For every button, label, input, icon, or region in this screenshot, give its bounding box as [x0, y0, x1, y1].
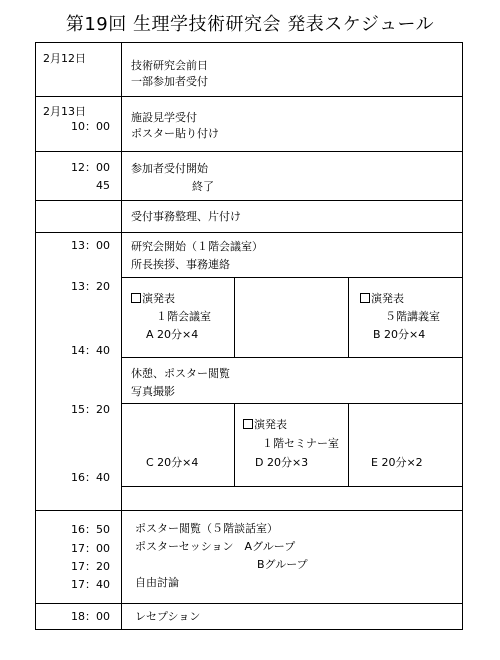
- page-title: 第19回 生理学技術研究会 発表スケジュール: [65, 14, 435, 35]
- schedule-item: ポスターセッション Aグループ: [135, 540, 296, 553]
- session-b-detail: B 20分×4: [373, 328, 426, 341]
- session-d-title: 演発表: [243, 418, 287, 432]
- time-label: 15：20: [71, 403, 110, 416]
- schedule-item: Bグループ: [257, 558, 308, 571]
- schedule-item: 写真撮影: [131, 385, 175, 398]
- date-label: 2月12日: [43, 52, 86, 65]
- time-column-divider: [121, 42, 122, 630]
- row-divider: [35, 151, 463, 152]
- schedule-item: 一部参加者受付: [131, 75, 208, 88]
- schedule-item: 研究会開始（１階会議室）: [131, 240, 263, 253]
- row-divider: [35, 96, 463, 97]
- schedule-item: 所長挨拶、事務連絡: [131, 258, 230, 271]
- time-label: 17：00: [71, 542, 110, 555]
- session-grid-line: [121, 403, 463, 404]
- session-b-title: 演発表: [360, 292, 404, 306]
- session-grid-line: [234, 277, 235, 357]
- time-label: 16：50: [71, 523, 110, 536]
- time-label: 10：00: [71, 120, 110, 133]
- session-b-room: ５階講義室: [385, 310, 440, 323]
- time-label: 17：20: [71, 560, 110, 573]
- time-label: 14：40: [71, 344, 110, 357]
- session-d-room: １階セミナー室: [262, 437, 339, 450]
- session-grid-line: [348, 277, 349, 357]
- row-divider: [35, 603, 463, 604]
- schedule-item: 参加者受付開始: [131, 162, 208, 175]
- session-a-room: １階会議室: [156, 310, 211, 323]
- schedule-item: 受付事務整理、片付け: [131, 210, 241, 223]
- checkbox-square-icon: [360, 293, 370, 303]
- time-label: 16：40: [71, 471, 110, 484]
- session-d-detail: D 20分×3: [255, 456, 309, 469]
- row-divider: [35, 232, 463, 233]
- schedule-item: 自由討論: [135, 576, 179, 589]
- session-a-detail: A 20分×4: [146, 328, 199, 341]
- session-grid-line: [121, 277, 463, 278]
- checkbox-square-icon: [131, 293, 141, 303]
- session-grid-line: [234, 403, 235, 486]
- schedule-item: 終了: [192, 180, 214, 193]
- time-label: 13：20: [71, 280, 110, 293]
- time-label: 17：40: [71, 578, 110, 591]
- time-label: 13：00: [71, 239, 110, 252]
- time-label: 18：00: [71, 610, 110, 623]
- session-a-title: 演発表: [131, 292, 175, 306]
- schedule-item: 施設見学受付: [131, 111, 197, 124]
- date-label: 2月13日: [43, 105, 86, 118]
- session-grid-line: [121, 486, 463, 487]
- session-c-detail: C 20分×4: [146, 456, 199, 469]
- schedule-item: 技術研究会前日: [131, 59, 208, 72]
- schedule-item: 休憩、ポスター閲覧: [131, 367, 230, 380]
- time-label: 45: [96, 179, 110, 192]
- row-divider: [35, 510, 463, 511]
- schedule-item: ポスター閲覧（５階談話室）: [135, 522, 278, 535]
- session-e-detail: E 20分×2: [371, 456, 423, 469]
- schedule-item: ポスター貼り付け: [131, 127, 219, 140]
- time-label: 12：00: [71, 161, 110, 174]
- schedule-item: レセプション: [135, 610, 201, 623]
- session-grid-line: [121, 357, 463, 358]
- row-divider: [35, 200, 463, 201]
- session-grid-line: [348, 403, 349, 486]
- checkbox-square-icon: [243, 419, 253, 429]
